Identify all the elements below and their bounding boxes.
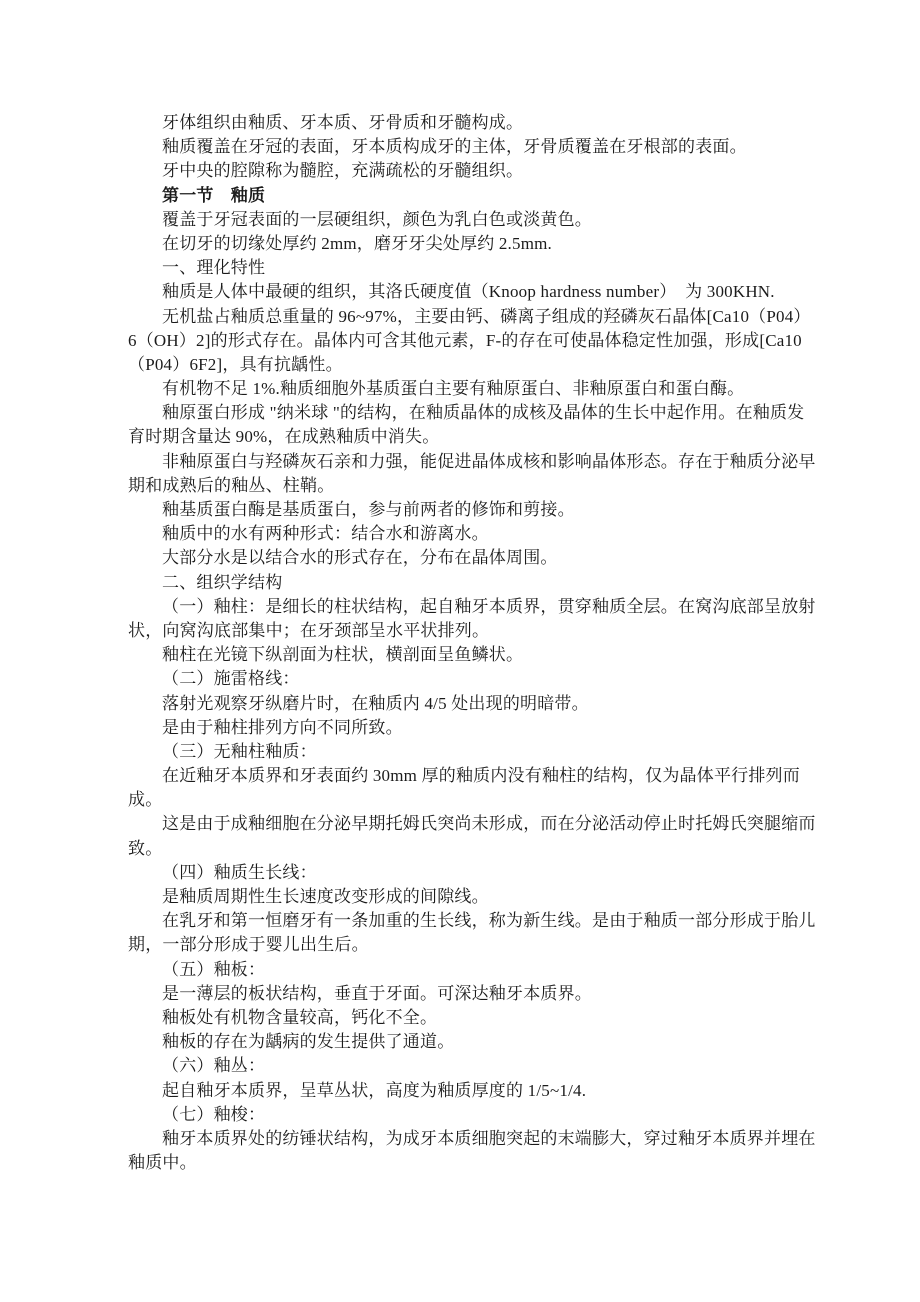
text-line: 是一薄层的板状结构，垂直于牙面。可深达釉牙本质界。 bbox=[162, 983, 592, 1003]
document-text bbox=[128, 111, 816, 1175]
text-line: （五）釉板： bbox=[162, 959, 266, 979]
text-line: 釉板处有机物含量较高，钙化不全。 bbox=[162, 1007, 438, 1027]
text-line: 覆盖于牙冠表面的一层硬组织，颜色为乳白色或淡黄色。 bbox=[162, 209, 592, 229]
text-line: 非釉原蛋白与羟磷灰石亲和力强，能促进晶体成核和影响晶体形态。存在于釉质分泌早 bbox=[162, 451, 816, 471]
text-line: 在切牙的切缘处厚约 2mm，磨牙牙尖处厚约 2.5mm. bbox=[162, 233, 552, 253]
text-line: （P04）6F2]，具有抗龋性。 bbox=[128, 354, 343, 374]
text-line: 釉质覆盖在牙冠的表面，牙本质构成牙的主体，牙骨质覆盖在牙根部的表面。 bbox=[162, 137, 747, 157]
text-line: 无机盐占釉质总重量的 96~97%，主要由钙、磷离子组成的羟磷灰石晶体[Ca10（P04） bbox=[162, 306, 811, 326]
text-line: 6（OH）2]的形式存在。晶体内可含其他元素，F-的存在可使晶体稳定性加强，形成[Ca10 bbox=[128, 330, 802, 350]
text-line: 釉牙本质界处的纺锤状结构，为成牙本质细胞突起的末端膨大，穿过釉牙本质界并埋在 bbox=[162, 1128, 816, 1148]
text-line: 起自釉牙本质界，呈草丛状，高度为釉质厚度的 1/5~1/4. bbox=[162, 1080, 587, 1100]
text-line: 釉质中的水有两种形式：结合水和游离水。 bbox=[162, 524, 489, 544]
text-line: 有机物不足 1%.釉质细胞外基质蛋白主要有釉原蛋白、非釉原蛋白和蛋白酶。 bbox=[162, 379, 745, 399]
text-line: 大部分水是以结合水的形式存在，分布在晶体周围。 bbox=[162, 548, 558, 568]
text-line: 期和成熟后的釉丛、柱鞘。 bbox=[128, 475, 335, 495]
text-line: （三）无釉柱釉质： bbox=[162, 741, 317, 761]
text-line: 致。 bbox=[128, 838, 163, 858]
text-line: 在近釉牙本质界和牙表面约 30mm 厚的釉质内没有釉柱的结构，仅为晶体平行排列而 bbox=[162, 766, 800, 786]
text-line: 牙中央的腔隙称为髓腔，充满疏松的牙髓组织。 bbox=[162, 161, 524, 181]
text-line: 状，向窝沟底部集中；在牙颈部呈水平状排列。 bbox=[128, 620, 490, 640]
text-line: 釉原蛋白形成 "纳米球 "的结构，在釉质晶体的成核及晶体的生长中起作用。在釉质发 bbox=[162, 403, 805, 423]
text-line: 釉基质蛋白酶是基质蛋白，参与前两者的修饰和剪接。 bbox=[162, 500, 575, 519]
text-line: （七）釉梭： bbox=[162, 1104, 266, 1124]
text-line: （一）釉柱：是细长的柱状结构，起自釉牙本质界，贯穿釉质全层。在窝沟底部呈放射 bbox=[162, 596, 816, 616]
section-heading: 第一节 釉质 bbox=[162, 185, 266, 205]
text-line: 釉质是人体中最硬的组织，其洛氏硬度值（Knoop hardness number） 为 300KHN. bbox=[162, 282, 775, 302]
text-line: （六）釉丛： bbox=[162, 1056, 266, 1076]
text-line: （二）施雷格线： bbox=[162, 669, 300, 689]
text-line: 成。 bbox=[128, 790, 163, 810]
text-line: 是釉质周期性生长速度改变形成的间隙线。 bbox=[162, 887, 489, 906]
text-line: 釉板的存在为龋病的发生提供了通道。 bbox=[162, 1032, 455, 1052]
text-line: 落射光观察牙纵磨片时，在釉质内 4/5 处出现的明暗带。 bbox=[162, 693, 589, 713]
text-line: 在乳牙和第一恒磨牙有一条加重的生长线，称为新生线。是由于釉质一部分形成于胎儿 bbox=[162, 911, 816, 931]
subheading-physicochemical: 一、理化特性 bbox=[162, 258, 266, 278]
text-line: 这是由于成釉细胞在分泌早期托姆氏突尚未形成，而在分泌活动停止时托姆氏突腿缩而 bbox=[162, 814, 816, 834]
text-line: 是由于釉柱排列方向不同所致。 bbox=[162, 717, 403, 737]
text-line: 牙体组织由釉质、牙本质、牙骨质和牙髓构成。 bbox=[162, 113, 524, 132]
text-line: （四）釉质生长线： bbox=[162, 862, 317, 882]
text-line: 期，一部分形成于婴儿出生后。 bbox=[128, 935, 369, 955]
text-line: 育时期含量达 90%，在成熟釉质中消失。 bbox=[128, 427, 440, 447]
text-line: 釉柱在光镜下纵剖面为柱状，横剖面呈鱼鳞状。 bbox=[162, 645, 524, 665]
subheading-histology: 二、组织学结构 bbox=[162, 572, 283, 592]
text-line: 釉质中。 bbox=[128, 1153, 197, 1173]
